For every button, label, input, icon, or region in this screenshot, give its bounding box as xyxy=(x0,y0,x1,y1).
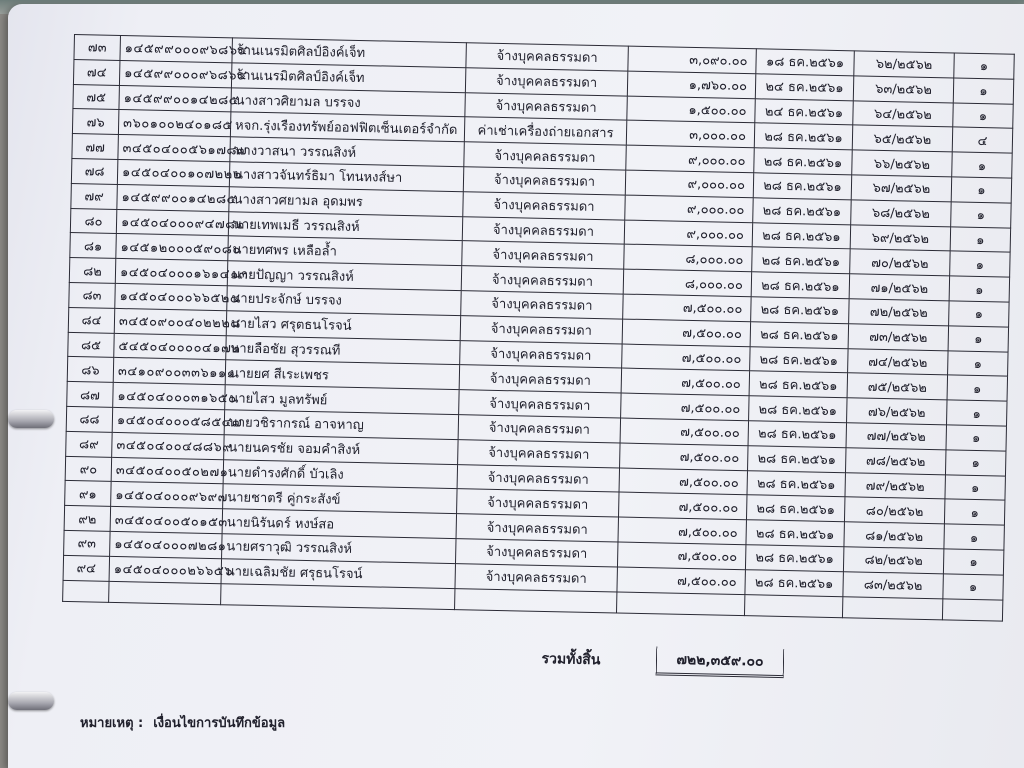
empty-cell xyxy=(455,588,617,612)
tax-id-cell: ๑๔๕๙๙๐๐๐๙๖๘๖๔ xyxy=(119,60,231,87)
tax-id-cell: ๑๔๕๐๔๐๐๐๑๖๑๔๑๓ xyxy=(115,259,227,286)
row-number: ๗๙ xyxy=(71,183,118,209)
tax-id-cell: ๑๔๕๐๔๐๐๐๕๘๕๔๗ xyxy=(112,407,224,434)
expense-type-cell: จ้างบุคคลธรรมดา xyxy=(455,563,617,591)
date-cell: ๒๘ ธค.๒๕๖๑ xyxy=(748,445,846,472)
binder-ring xyxy=(8,692,54,710)
document-number-cell: ๖๙/๒๕๖๒ xyxy=(850,224,950,251)
row-number: ๗๔ xyxy=(73,59,120,85)
tax-id-cell: ๓๖๐๑๐๐๒๔๐๑๘๕ xyxy=(118,110,230,137)
date-cell: ๒๘ ธค.๒๕๖๑ xyxy=(751,272,849,299)
payee-name-cell: นายศราวุฒิ วรรณสิงห์ xyxy=(222,534,456,564)
remark xyxy=(80,712,285,733)
document-number-cell: ๗๙/๒๕๖๒ xyxy=(845,472,945,499)
document-number-cell: ๗๒/๒๕๖๒ xyxy=(849,299,949,326)
row-number: ๘๗ xyxy=(67,382,114,408)
row-number: ๗๘ xyxy=(71,158,118,184)
quantity-cell: ๑ xyxy=(954,53,1015,79)
quantity-cell: ๑ xyxy=(949,276,1010,302)
expense-type-cell: จ้างบุคคลธรรมดา xyxy=(465,92,627,120)
quantity-cell: ๑ xyxy=(953,78,1014,104)
document-number-cell: ๖๔/๒๕๖๒ xyxy=(853,100,953,127)
expense-type-cell: จ้างบุคคลธรรมดา xyxy=(457,464,619,492)
amount-cell: ๗,๕๐๐.๐๐ xyxy=(617,567,745,594)
payee-name-cell: นายชาตรี คู่กระสังข์ xyxy=(223,484,457,514)
date-cell: ๒๘ ธค.๒๕๖๑ xyxy=(746,520,844,547)
expense-type-cell: จ้างบุคคลธรรมดา xyxy=(460,315,622,343)
row-number: ๙๑ xyxy=(65,481,112,507)
row-number: ๙๐ xyxy=(65,456,112,482)
expense-type-cell: จ้างบุคคลธรรมดา xyxy=(458,439,620,467)
empty-cell xyxy=(744,594,842,617)
document-number-cell: ๗๓/๒๕๖๒ xyxy=(848,324,948,351)
row-number: ๘๑ xyxy=(70,233,117,259)
document-number-cell: ๗๘/๒๕๖๒ xyxy=(845,448,945,475)
amount-cell: ๗,๕๐๐.๐๐ xyxy=(620,443,748,470)
date-cell: ๒๔ ธค.๒๕๖๑ xyxy=(755,98,853,125)
tax-id-cell: ๑๔๕๐๔๐๐๐๒๖๖๕๖ xyxy=(109,556,221,583)
empty-cell xyxy=(617,592,745,616)
tax-id-cell: ๑๔๕๐๔๐๐๐๙๔๗๘๒ xyxy=(116,209,228,236)
payee-name-cell: ร้านเนรมิตศิลป์อิงค์เจ็ท xyxy=(231,63,465,93)
quantity-cell: ๑ xyxy=(953,103,1014,129)
quantity-cell: ๑ xyxy=(949,301,1010,327)
payee-name-cell: นายปัญญา วรรณสิงห์ xyxy=(227,261,461,291)
quantity-cell: ๑ xyxy=(945,450,1006,476)
date-cell: ๒๘ ธค.๒๕๖๑ xyxy=(753,198,851,225)
remark-text: เงื่อนไขการบันทึกข้อมูล xyxy=(153,716,286,731)
expense-type-cell: จ้างบุคคลธรรมดา xyxy=(458,415,620,443)
payee-name-cell: นายวชิรากรณ์ อาจหาญ xyxy=(224,410,458,440)
quantity-cell: ๑ xyxy=(947,375,1008,401)
tax-id-cell: ๑๔๕๐๔๐๐๑๐๗๒๒๒ xyxy=(117,159,229,186)
date-cell: ๒๘ ธค.๒๕๖๑ xyxy=(749,371,847,398)
document-page xyxy=(8,4,1024,768)
payee-name-cell: นายนครชัย จอมคำสิงห์ xyxy=(224,434,458,464)
date-cell: ๒๘ ธค.๒๕๖๑ xyxy=(745,569,843,596)
expense-type-cell: จ้างบุคคลธรรมดา xyxy=(457,489,619,517)
row-number: ๗๕ xyxy=(73,84,120,110)
row-number: ๙๔ xyxy=(63,555,110,581)
payee-name-cell: นายดำรงศักดิ์ บัวเลิง xyxy=(223,459,457,489)
remark-label: หมายเหตุ : xyxy=(80,716,144,731)
tax-id-cell: ๕๔๕๐๔๐๐๐๐๔๑๗๒ xyxy=(114,333,226,360)
tax-id-cell: ๓๔๕๐๔๐๐๕๖๑๗๘๗ xyxy=(118,135,230,162)
tax-id-cell: ๑๔๕๐๔๐๐๐๗๒๘๑ xyxy=(110,531,222,558)
binder-ring xyxy=(8,410,54,428)
row-number: ๘๘ xyxy=(66,406,113,432)
empty-cell xyxy=(63,580,109,602)
date-cell: ๒๘ ธค.๒๕๖๑ xyxy=(745,545,843,572)
table-body xyxy=(63,35,1015,621)
date-cell: ๒๘ ธค.๒๕๖๑ xyxy=(752,247,850,274)
date-cell: ๒๘ ธค.๒๕๖๑ xyxy=(754,123,852,150)
document-number-cell: ๘๐/๒๕๖๒ xyxy=(844,497,944,524)
document-number-cell: ๗๖/๒๕๖๒ xyxy=(847,398,947,425)
payee-name-cell: หจก.รุ่งเรืองทรัพย์ออฟฟิตเซ็นเตอร์จำกัด xyxy=(230,112,464,142)
payee-name-cell: นายนิรันดร์ หงษ์สอ xyxy=(222,509,456,539)
row-number: ๘๓ xyxy=(69,282,116,308)
quantity-cell: ๑ xyxy=(951,202,1012,228)
total-amount: ๗๒๒,๓๕๙.๐๐ xyxy=(656,646,785,678)
date-cell: ๒๘ ธค.๒๕๖๑ xyxy=(754,148,852,175)
date-cell: ๒๘ ธค.๒๕๖๑ xyxy=(751,297,849,324)
document-number-cell: ๖๕/๒๕๖๒ xyxy=(852,125,952,152)
expense-type-cell: จ้างบุคคลธรรมดา xyxy=(461,266,623,294)
expense-type-cell: จ้างบุคคลธรรมดา xyxy=(463,167,625,195)
row-number: ๗๖ xyxy=(72,109,119,135)
tax-id-cell: ๓๔๑๐๙๐๐๓๓๖๑๑๑ xyxy=(113,358,225,385)
payee-name-cell: นายลือชัย สุวรรณที xyxy=(226,335,460,365)
quantity-cell: ๑ xyxy=(944,524,1005,550)
quantity-cell: ๑ xyxy=(945,474,1006,500)
document-number-cell: ๗๔/๒๕๖๒ xyxy=(848,348,948,375)
expense-type-cell: ค่าเช่าเครื่องถ่ายเอกสาร xyxy=(464,117,626,145)
expense-type-cell: จ้างบุคคลธรรมดา xyxy=(456,514,618,542)
quantity-cell: ๔ xyxy=(952,127,1013,153)
payee-name-cell: นายทศพร เหลือล้ำ xyxy=(228,236,462,266)
expense-table-container xyxy=(62,34,1014,621)
quantity-cell: ๑ xyxy=(950,251,1011,277)
date-cell: ๒๘ ธค.๒๕๖๑ xyxy=(749,396,847,423)
payee-name-cell: นายเทพเมธี วรรณสิงห์ xyxy=(228,211,462,241)
date-cell: ๒๘ ธค.๒๕๖๑ xyxy=(750,346,848,373)
row-number: ๘๔ xyxy=(68,307,115,333)
document-number-cell: ๖๒/๒๕๖๒ xyxy=(854,51,954,78)
empty-cell xyxy=(109,581,221,604)
expense-type-cell: จ้างบุคคลธรรมดา xyxy=(462,241,624,269)
date-cell: ๒๘ ธค.๒๕๖๑ xyxy=(748,421,846,448)
amount-cell: ๗,๕๐๐.๐๐ xyxy=(622,319,750,346)
amount-cell: ๗,๕๐๐.๐๐ xyxy=(619,492,747,519)
empty-cell xyxy=(221,583,455,609)
amount-cell: ๑,๕๐๐.๐๐ xyxy=(627,96,755,123)
payee-name-cell: นางสาวศยามล อุดมพร xyxy=(229,187,463,217)
amount-cell: ๑,๗๖๐.๐๐ xyxy=(627,71,755,98)
document-number-cell: ๖๖/๒๕๖๒ xyxy=(852,150,952,177)
tax-id-cell: ๓๔๕๐๔๐๐๔๘๘๖๙ xyxy=(112,432,224,459)
amount-cell: ๘,๐๐๐.๐๐ xyxy=(624,244,752,271)
quantity-cell: ๑ xyxy=(943,574,1004,600)
expense-type-cell: จ้างบุคคลธรรมดา xyxy=(462,216,624,244)
payee-name-cell: นางสาวศิยามล บรรจง xyxy=(231,87,465,117)
document-number-cell: ๘๓/๒๕๖๒ xyxy=(843,571,943,598)
tax-id-cell: ๑๔๕๙๙๐๐๑๔๒๘๕ xyxy=(119,85,231,112)
expense-type-cell: จ้างบุคคลธรรมดา xyxy=(461,291,623,319)
document-number-cell: ๖๘/๒๕๖๒ xyxy=(851,200,951,227)
empty-cell xyxy=(842,596,942,619)
payee-name-cell: นายยศ สีเระเพชร xyxy=(225,360,459,390)
expense-type-cell: จ้างบุคคลธรรมดา xyxy=(455,539,617,567)
date-cell: ๑๘ ธค.๒๕๖๑ xyxy=(756,49,854,76)
date-cell: ๒๘ ธค.๒๕๖๑ xyxy=(753,173,851,200)
amount-cell: ๗,๕๐๐.๐๐ xyxy=(622,344,750,371)
document-number-cell: ๖๓/๒๕๖๒ xyxy=(853,76,953,103)
amount-cell: ๗,๕๐๐.๐๐ xyxy=(618,517,746,544)
row-number: ๗๗ xyxy=(72,134,119,160)
expense-table xyxy=(62,34,1015,621)
expense-type-cell: จ้างบุคคลธรรมดา xyxy=(464,142,626,170)
tax-id-cell: ๑๔๕๙๙๐๐๑๔๒๘๕ xyxy=(117,184,229,211)
payee-name-cell: นายไสว มูลทรัพย์ xyxy=(225,385,459,415)
document-number-cell: ๗๑/๒๕๖๒ xyxy=(849,274,949,301)
date-cell: ๒๘ ธค.๒๕๖๑ xyxy=(746,495,844,522)
quantity-cell: ๑ xyxy=(951,177,1012,203)
amount-cell: ๙,๐๐๐.๐๐ xyxy=(625,195,753,222)
tax-id-cell: ๑๔๕๐๔๐๐๐๖๖๕๒๔ xyxy=(115,283,227,310)
expense-type-cell: จ้างบุคคลธรรมดา xyxy=(463,191,625,219)
date-cell: ๒๔ ธค.๒๕๖๑ xyxy=(755,74,853,101)
amount-cell: ๓,๐๐๐.๐๐ xyxy=(626,120,754,147)
quantity-cell: ๑ xyxy=(948,350,1009,376)
date-cell: ๒๘ ธค.๒๕๖๑ xyxy=(752,222,850,249)
expense-type-cell: จ้างบุคคลธรรมดา xyxy=(459,390,621,418)
document-number-cell: ๗๕/๒๕๖๒ xyxy=(847,373,947,400)
row-number: ๘๒ xyxy=(69,258,116,284)
document-number-cell: ๘๒/๒๕๖๒ xyxy=(843,547,943,574)
quantity-cell: ๑ xyxy=(947,400,1008,426)
amount-cell: ๗,๕๐๐.๐๐ xyxy=(621,393,749,420)
expense-type-cell: จ้างบุคคลธรรมดา xyxy=(460,340,622,368)
tax-id-cell: ๓๔๕๐๔๐๐๕๐๑๕๓ xyxy=(110,507,222,534)
quantity-cell: ๑ xyxy=(944,499,1005,525)
tax-id-cell: ๑๔๕๐๔๐๐๐๙๖๙๗ xyxy=(111,482,223,509)
expense-type-cell: จ้างบุคคลธรรมดา xyxy=(466,43,628,71)
tax-id-cell: ๓๔๕๐๔๐๐๕๐๒๗๑ xyxy=(111,457,223,484)
quantity-cell: ๑ xyxy=(952,152,1013,178)
payee-name-cell: นางสาวจันทร์ธิมา โทนหงส์ษา xyxy=(229,162,463,192)
amount-cell: ๙,๐๐๐.๐๐ xyxy=(626,145,754,172)
row-number: ๙๓ xyxy=(64,530,111,556)
amount-cell: ๘,๐๐๐.๐๐ xyxy=(623,269,751,296)
amount-cell: ๗,๕๐๐.๐๐ xyxy=(620,418,748,445)
quantity-cell: ๑ xyxy=(946,425,1007,451)
document-number-cell: ๖๗/๒๕๖๒ xyxy=(851,175,951,202)
amount-cell: ๗,๕๐๐.๐๐ xyxy=(619,468,747,495)
payee-name-cell: ร้านเนรมิตศิลป์อิงค์เจ็ท xyxy=(232,38,466,68)
amount-cell: ๗,๕๐๐.๐๐ xyxy=(617,542,745,569)
row-number: ๙๒ xyxy=(64,506,111,532)
row-number: ๘๕ xyxy=(68,332,115,358)
total-label: รวมทั้งสิ้น xyxy=(541,650,601,668)
expense-type-cell: จ้างบุคคลธรรมดา xyxy=(459,365,621,393)
document-number-cell: ๗๐/๒๕๖๒ xyxy=(850,249,950,276)
quantity-cell: ๑ xyxy=(950,226,1011,252)
amount-cell: ๙,๐๐๐.๐๐ xyxy=(624,220,752,247)
date-cell: ๒๘ ธค.๒๕๖๑ xyxy=(750,321,848,348)
document-number-cell: ๘๑/๒๕๖๒ xyxy=(844,522,944,549)
date-cell: ๒๘ ธค.๒๕๖๑ xyxy=(747,470,845,497)
payee-name-cell: นายประจักษ์ บรรจง xyxy=(227,286,461,316)
amount-cell: ๗,๕๐๐.๐๐ xyxy=(623,294,751,321)
tax-id-cell: ๑๔๕๐๔๐๐๐๓๑๖๕๐ xyxy=(113,383,225,410)
row-number: ๘๖ xyxy=(67,357,114,383)
quantity-cell: ๑ xyxy=(948,326,1009,352)
tax-id-cell: ๑๔๕๑๒๐๐๐๕๙๐๘๐ xyxy=(116,234,228,261)
payee-name-cell: นายเฉลิมชัย ศรุธนโรจน์ xyxy=(221,558,455,588)
row-number: ๘๐ xyxy=(70,208,117,234)
document-number-cell: ๗๗/๒๕๖๒ xyxy=(846,423,946,450)
tax-id-cell: ๑๔๕๙๙๐๐๐๙๖๘๖๔ xyxy=(120,35,232,62)
tax-id-cell: ๓๔๕๐๙๐๐๔๐๒๒๒๘ xyxy=(114,308,226,335)
empty-cell xyxy=(942,598,1002,620)
total-row xyxy=(486,643,785,678)
amount-cell: ๓,๐๙๐.๐๐ xyxy=(628,46,756,73)
row-number: ๘๙ xyxy=(66,431,113,457)
amount-cell: ๙,๐๐๐.๐๐ xyxy=(625,170,753,197)
payee-name-cell: นายไสว ศรุตธนโรจน์ xyxy=(226,311,460,341)
row-number: ๗๓ xyxy=(74,35,121,61)
amount-cell: ๗,๕๐๐.๐๐ xyxy=(621,368,749,395)
quantity-cell: ๑ xyxy=(943,549,1004,575)
payee-name-cell: นางวาสนา วรรณสิงห์ xyxy=(230,137,464,167)
expense-type-cell: จ้างบุคคลธรรมดา xyxy=(465,68,627,96)
